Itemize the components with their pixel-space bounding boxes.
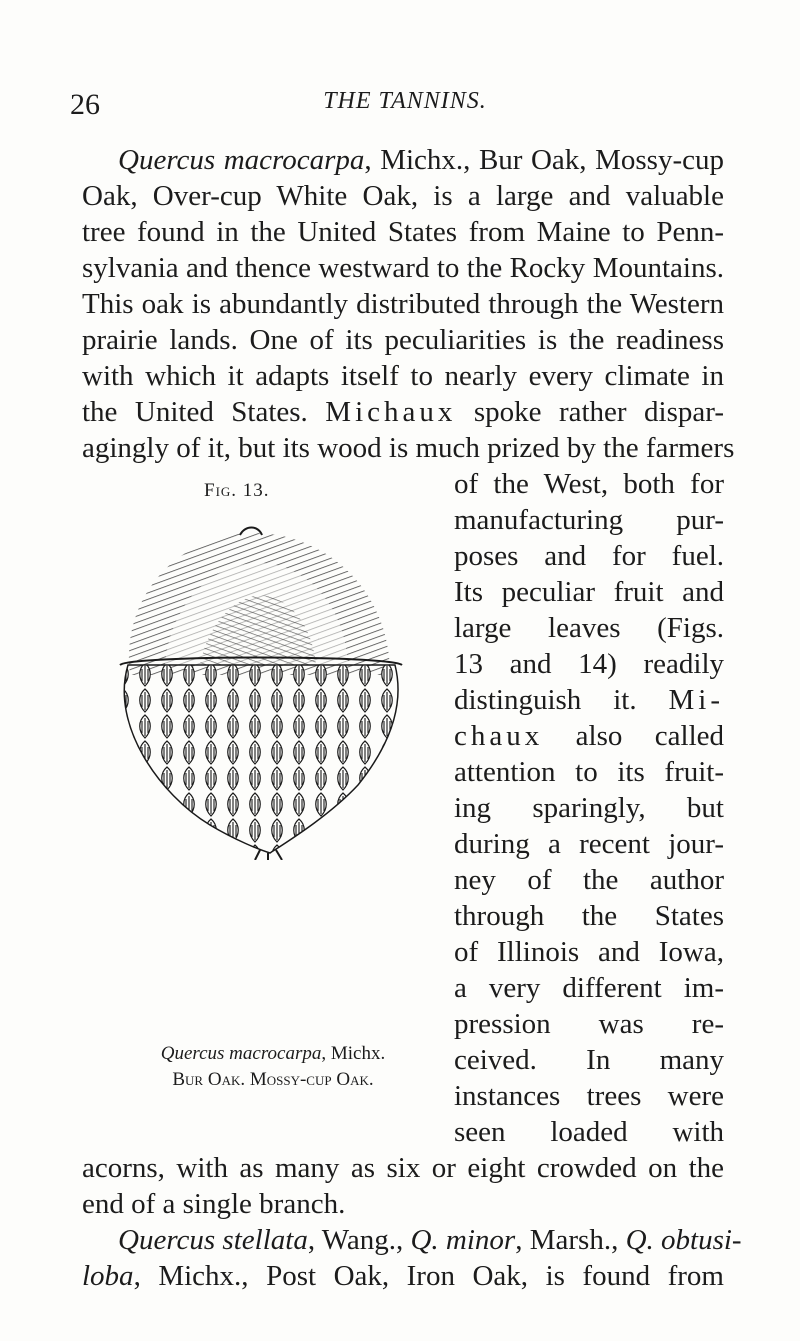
author-name: Mi- <box>668 684 724 716</box>
text-line: This oak is abundantly distributed through the Western <box>82 288 724 320</box>
text-line: attention to its fruit- <box>454 756 724 788</box>
page-number: 26 <box>70 88 100 121</box>
text-line: pression was re- <box>454 1008 724 1040</box>
text-line: of the West, both for <box>454 468 724 500</box>
text-line: Its peculiar fruit and <box>454 576 724 608</box>
text-line: 13 and 14) readily <box>454 648 724 680</box>
acorn-illustration <box>90 505 445 860</box>
text-line: the United States. Michaux spoke rather dispar- <box>82 396 724 428</box>
text-line: Oak, Over-cup White Oak, is a large and valuable <box>82 180 724 212</box>
text-line: poses and for fuel. <box>454 540 724 572</box>
text-line: Quercus macrocarpa, Michx., Bur Oak, Mossy-cup <box>118 144 724 176</box>
species-name: Quercus stellata <box>118 1224 308 1256</box>
text-line: through the States <box>454 900 724 932</box>
figure-label: Fig. 13. <box>204 480 270 501</box>
text-line: with which it adapts itself to nearly every climate in <box>82 360 724 392</box>
text-line: of Illinois and Iowa, <box>454 936 724 968</box>
text-line: acorns, with as many as six or eight crowded on the <box>82 1152 724 1184</box>
text-line: manufacturing pur- <box>454 504 724 536</box>
text-line: loba, Michx., Post Oak, Iron Oak, is found from <box>82 1260 724 1292</box>
text-line: agingly of it, but its wood is much prized by the farmers <box>82 432 735 464</box>
text-line: large leaves (Figs. <box>454 612 724 644</box>
running-head: THE TANNINS. <box>323 88 487 114</box>
species-name: Q. minor <box>410 1224 516 1256</box>
text-line: Quercus stellata, Wang., Q. minor, Marsh., Q. obtusi- <box>118 1224 742 1256</box>
figure-caption-names: Bur Oak. Mossy-cup Oak. <box>172 1069 374 1090</box>
species-name: Q. obtusi- <box>625 1224 742 1256</box>
author-name: chaux <box>454 720 544 752</box>
text-line: chaux also called <box>454 720 724 752</box>
page-header <box>70 88 740 124</box>
text-line: a very different im- <box>454 972 724 1004</box>
text-line: ney of the author <box>454 864 724 896</box>
text-line: tree found in the United States from Maine to Penn- <box>82 216 724 248</box>
text-line: instances trees were <box>454 1080 724 1112</box>
caption-species: Quercus macrocarpa <box>160 1043 322 1064</box>
text-line: during a recent jour- <box>454 828 724 860</box>
species-name: loba <box>82 1260 134 1292</box>
text-line: end of a single branch. <box>82 1188 346 1220</box>
text-line: ceived. In many <box>454 1044 724 1076</box>
figure-caption: Quercus macrocarpa, Michx. <box>160 1043 386 1064</box>
text-line: sylvania and thence westward to the Rocky Mountains. <box>82 252 724 284</box>
text-line: ing sparingly, but <box>454 792 724 824</box>
text-line: prairie lands. One of its peculiarities is the readiness <box>82 324 724 356</box>
species-name: Quercus macrocarpa <box>118 144 365 176</box>
author-name: Michaux <box>325 396 457 428</box>
text-line: distinguish it. Mi- <box>454 684 724 716</box>
text-line: seen loaded with <box>454 1116 724 1148</box>
